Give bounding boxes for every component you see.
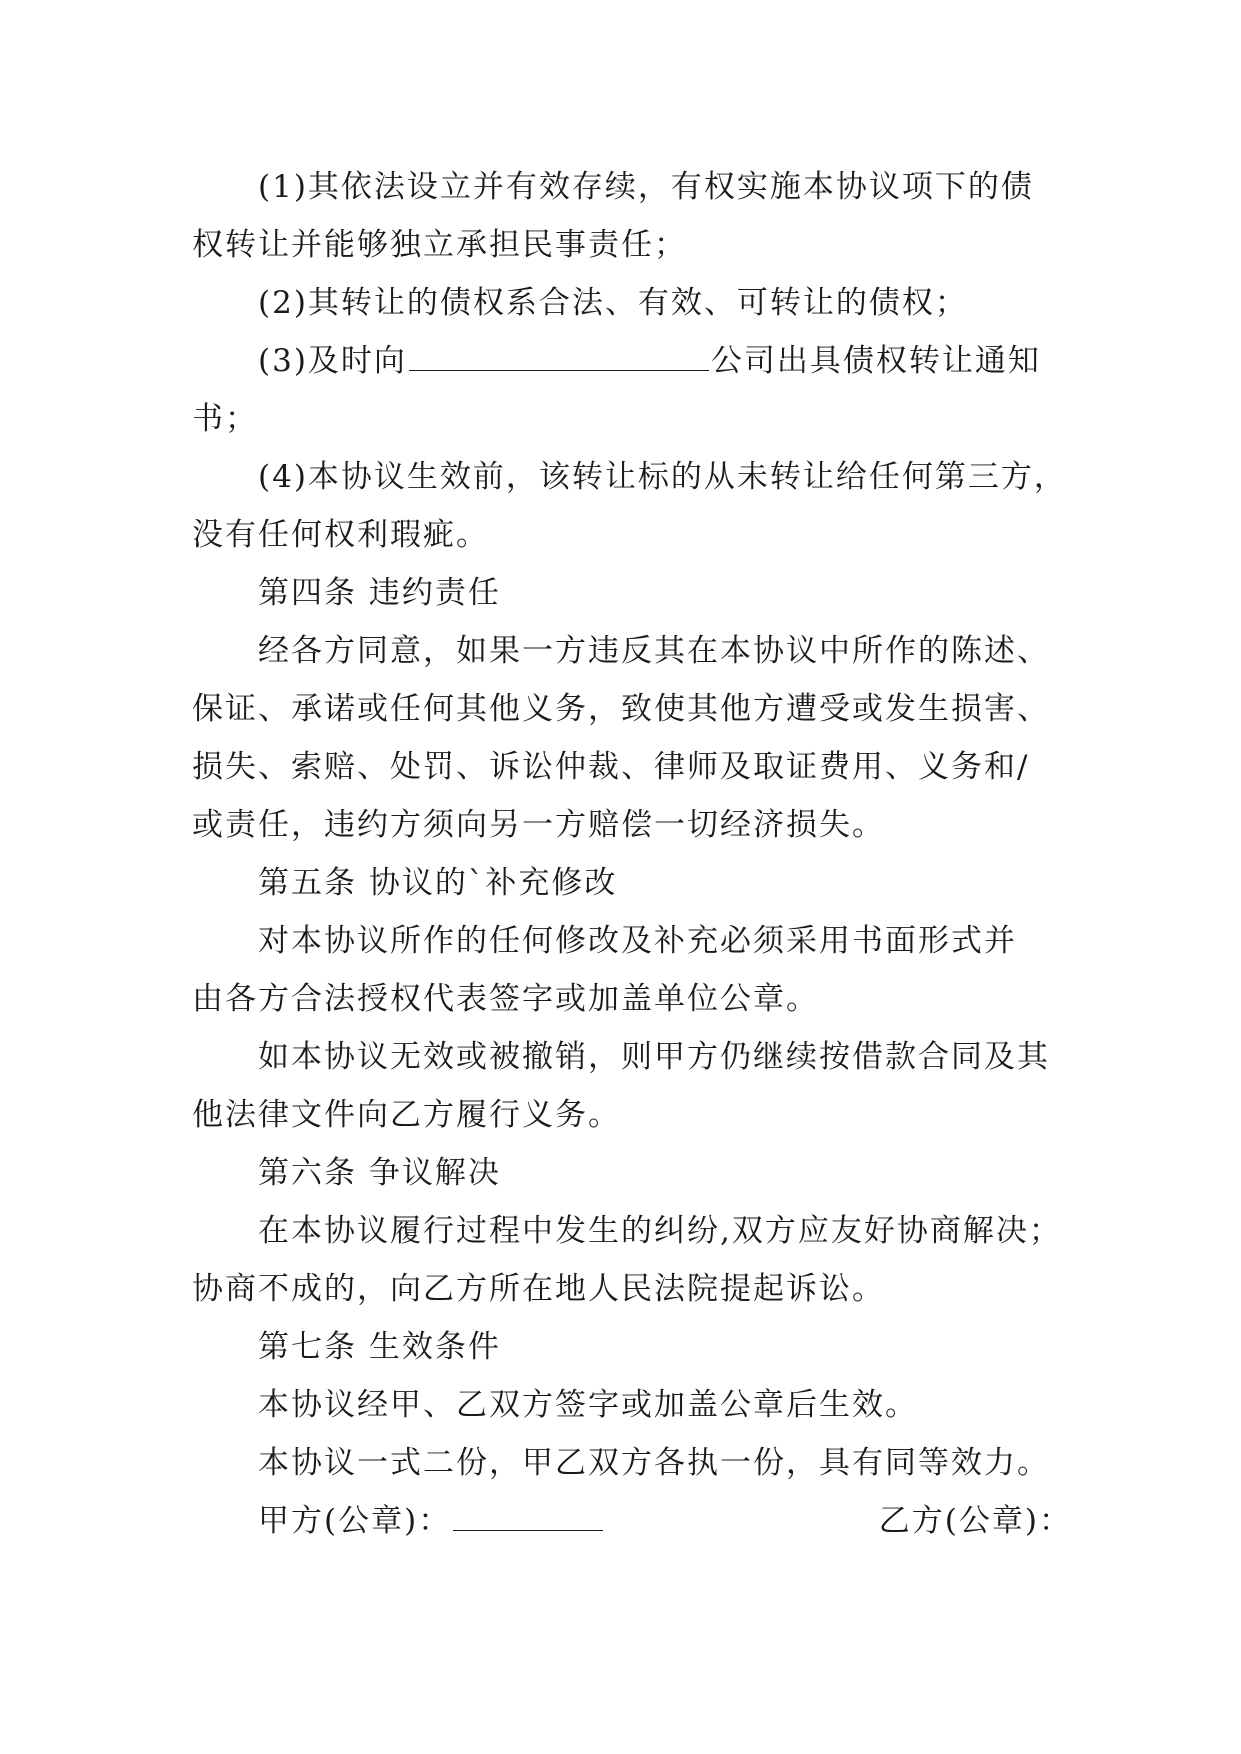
signature-row [192,1492,1072,1550]
paragraph-line: 经各方同意，如果一方违反其在本协议中所作的陈述、 [258,633,1050,669]
section-heading-5: 第五条 协议的`补充修改 [258,865,618,901]
section-heading-7: 第七条 生效条件 [258,1329,501,1365]
paragraph-line: 如本协议无效或被撤销，则甲方仍继续按借款合同及其 [258,1039,1050,1075]
section-heading-6: 第六条 争议解决 [258,1155,501,1191]
paragraph-line: 由各方合法授权代表签字或加盖单位公章。 [192,981,819,1017]
paragraph-line: 书； [192,401,258,437]
signature-blank-a [453,1496,603,1531]
paragraph-text: 公司出具债权转让通知 [710,343,1041,379]
paragraph-text: (3)及时向 [258,343,407,379]
paragraph-line: 或责任，违约方须向另一方赔偿一切经济损失。 [192,807,885,843]
document-page [192,158,1072,1550]
paragraph-line: 没有任何权利瑕疵。 [192,517,489,553]
paragraph-line: 他法律文件向乙方履行义务。 [192,1097,621,1133]
paragraph-line: (2)其转让的债权系合法、有效、可转让的债权； [258,285,968,321]
signature-label-a: 甲方(公章)： [258,1503,452,1539]
paragraph-line: (4)本协议生效前，该转让标的从未转让给任何第三方， [258,459,1067,495]
paragraph-line: 权转让并能够独立承担民事责任； [192,227,687,263]
fill-in-blank [409,336,709,371]
signature-label-b: 乙方(公章)： [878,1503,1072,1539]
paragraph-line: 损失、索赔、处罚、诉讼仲裁、律师及取证费用、义务和/ [192,749,1030,785]
paragraph-line: 保证、承诺或任何其他义务，致使其他方遭受或发生损害、 [192,691,1050,727]
paragraph-line: 对本协议所作的任何修改及补充必须采用书面形式并 [258,923,1017,959]
paragraph-line: 本协议一式二份，甲乙双方各执一份，具有同等效力。 [258,1445,1050,1481]
paragraph-line: 本协议经甲、乙双方签字或加盖公章后生效。 [258,1387,918,1423]
paragraph-line: (1)其依法设立并有效存续，有权实施本协议项下的债 [258,169,1034,205]
section-heading-4: 第四条 违约责任 [258,575,501,611]
paragraph-line [192,332,1072,390]
paragraph-line: 在本协议履行过程中发生的纠纷,双方应友好协商解决； [258,1213,1062,1249]
signature-party-a [258,1492,605,1550]
paragraph-line: 协商不成的，向乙方所在地人民法院提起诉讼。 [192,1271,885,1307]
